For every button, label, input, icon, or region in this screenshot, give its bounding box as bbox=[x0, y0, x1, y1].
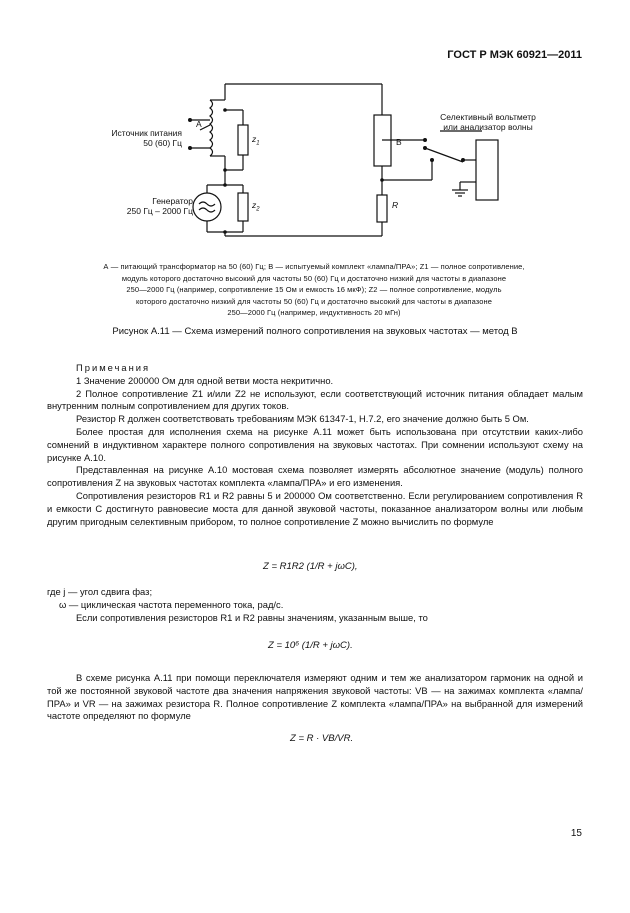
paragraph-6-block bbox=[47, 672, 583, 723]
b-label: В bbox=[396, 137, 402, 147]
voltmeter-label: Селективный вольтметр или анализатор волны bbox=[440, 112, 536, 132]
generator-label: Генератор 250 Гц – 2000 Гц bbox=[126, 196, 193, 216]
where-omega: ω — циклическая частота переменного тока, рад/с. bbox=[59, 598, 284, 610]
formula-1: Z = R1R2 (1/R + jωC), bbox=[263, 561, 358, 572]
paragraph-2: Более простая для исполнения схема на рисунке А.11 может быть использована при отсутствии каких-либо сомнений в индуктивном характере полного сопротивления на звуковых частотах. При сомнении используют схему на рисунке А.10. bbox=[47, 425, 583, 463]
source-label: Источник питания 50 (60) Гц bbox=[111, 128, 182, 148]
formula-2: Z = 10⁶ (1/R + jωC). bbox=[268, 640, 353, 651]
figure-caption: Рисунок А.11 — Схема измерений полного сопротивления на звуковых частотах — метод В bbox=[112, 326, 518, 337]
notes-block bbox=[47, 362, 583, 528]
z2-label: $z_2$ bbox=[252, 200, 260, 213]
note-2: 2 Полное сопротивление Z1 и/или Z2 не используют, если соответствующий источник питания обладает малым внутренним полным сопротивлением для других токов. bbox=[47, 387, 583, 412]
where-block bbox=[47, 586, 583, 624]
page-number: 15 bbox=[570, 828, 582, 839]
formula-3: Z = R · VB/VR. bbox=[290, 733, 354, 744]
where-j: где j — угол сдвига фаз; bbox=[47, 586, 153, 597]
paragraph-5: Если сопротивления резисторов R1 и R2 равны значениям, указанным выше, то bbox=[76, 611, 428, 623]
paragraph-4: Сопротивления резисторов R1 и R2 равны 5 и 200000 Ом соответственно. Если регулированием сопротивления R и емкости C достигнуто равновесие моста для данной звуковой частоты, показанное анализатором волны или любым другим пригодным селективным прибором, то полное сопротивление Z можно вычислить по формуле bbox=[47, 489, 583, 527]
paragraph-3: Представленная на рисунке А.10 мостовая схема позволяет измерять абсолютное значение (модуль) полного сопротивления Z на звуковых частотах комплекта «лампа/ПРА» и его изменения. bbox=[47, 464, 583, 489]
r-label: R bbox=[392, 200, 399, 210]
paragraph-6: В схеме рисунка А.11 при помощи переключателя измеряют одним и тем же анализатором гармоник на одной и той же постоянной звуковой частоте два значения напряжения звуковой частоты: VB — на зажимах комплекта «лампа/ПРА» и VR — на зажимах резистора R. Полное сопротивление Z комплекта «лампа/ПРА» на выбранной для измерений частоте определяют по формуле bbox=[47, 672, 583, 722]
standard-header: ГОСТ Р МЭК 60921—2011 bbox=[447, 49, 582, 61]
figure-legend: А — питающий трансформатор на 50 (60) Гц; В — испытуемый комплект «лампа/ПРА»; Z1 — полное сопротивление, модуль которого достаточно высокий для частоты 50 (60) Гц и достаточно низкий для частоты в диапазоне 250—2000 Гц (например, сопротивление 15 Ом и емкость 16 мкФ); Z2 — полное сопротивление, модуль которого достаточно низкий для частоты 50 (60) Гц и достаточно высокий для частоты в диапазоне 250—2000 Гц (например, индуктивность 20 мГн) bbox=[103, 262, 525, 317]
z1-label: $z_1$ bbox=[252, 134, 260, 147]
paragraph-1: Резистор R должен соответствовать требованиям МЭК 61347-1, Н.7.2, его значение должно быть 5 Ом. bbox=[76, 413, 529, 425]
note-1: 1 Значение 200000 Ом для одной ветви моста некритично. bbox=[76, 374, 334, 386]
notes-title: Примечания bbox=[76, 362, 151, 373]
transformer-label: А bbox=[196, 119, 202, 129]
